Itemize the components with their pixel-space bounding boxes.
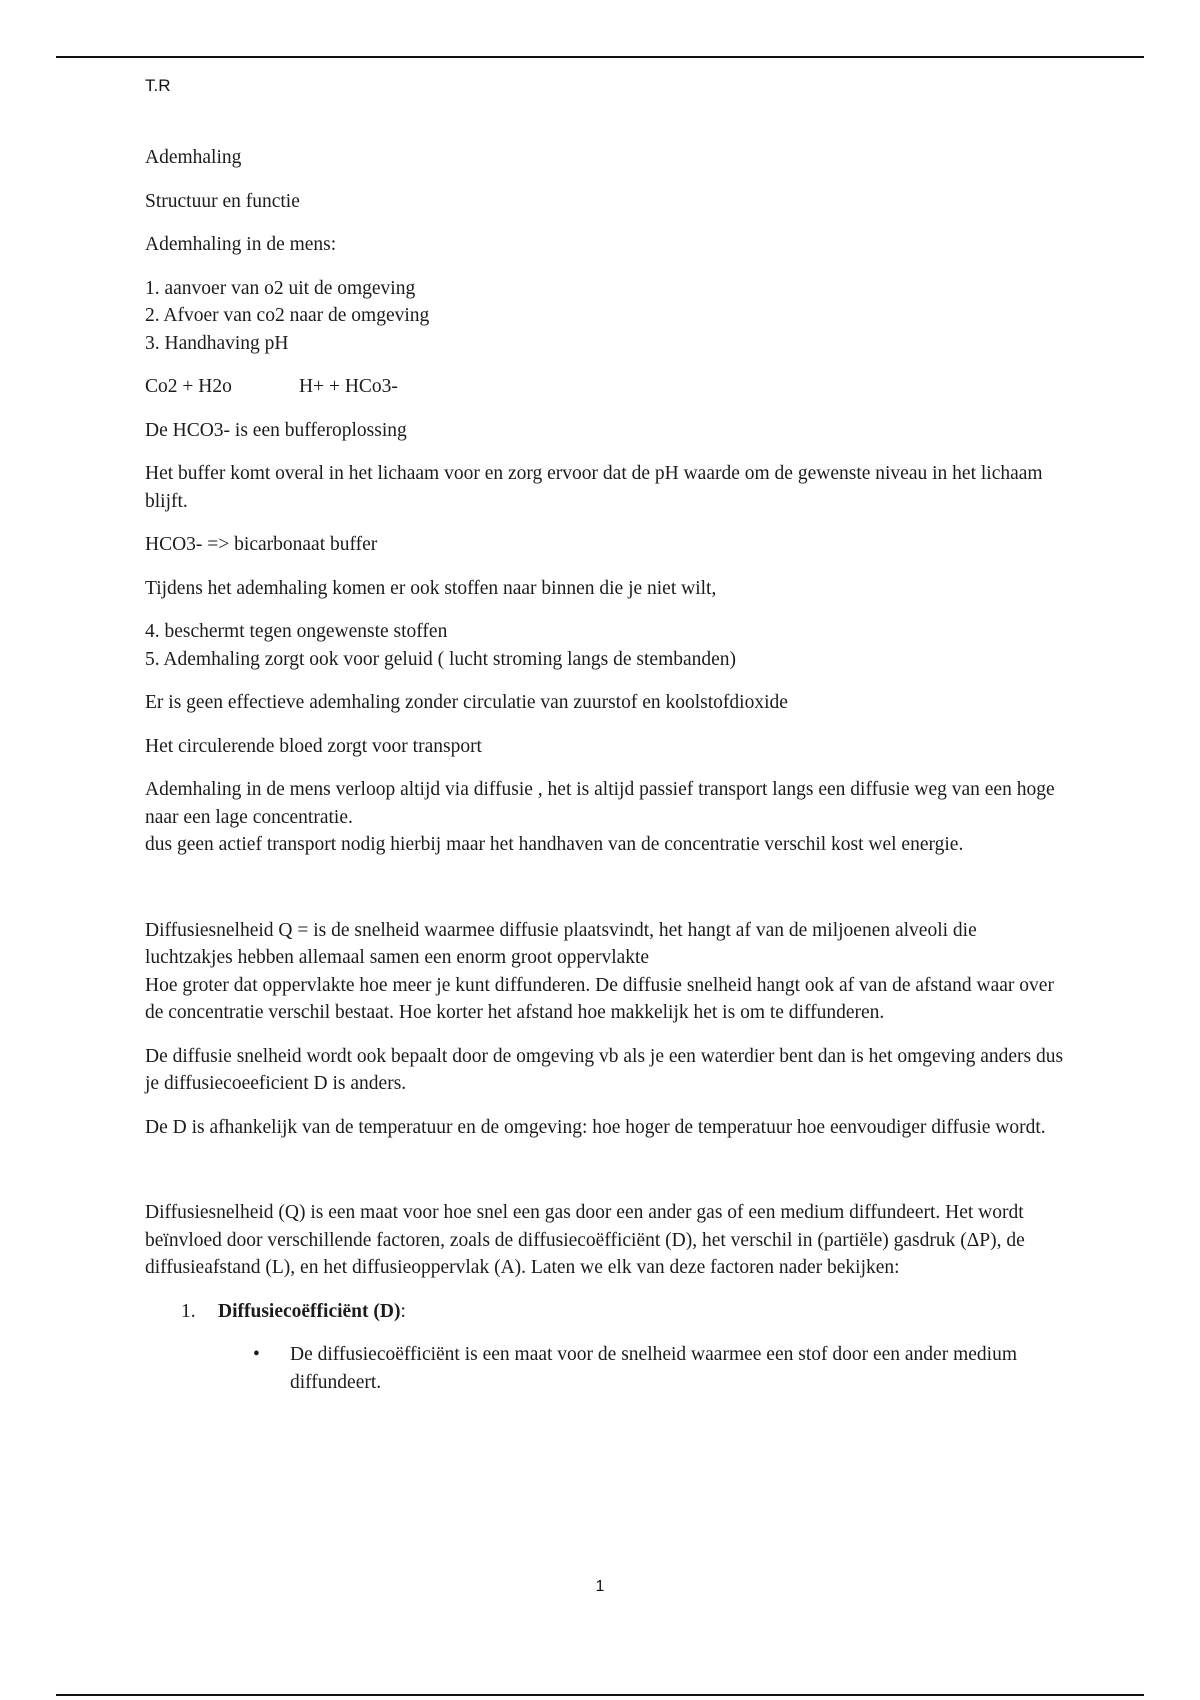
document-title: Ademhaling [145,147,242,168]
chemical-equation [145,373,1065,401]
spacer [145,875,1065,917]
bullet-icon: • [253,1344,260,1365]
paragraph-line: Diffusiesnelheid Q = is de snelheid waarmee diffusie plaatsvindt, het hangt af van de miljoenen alveoli die luchtzakjes hebben allemaal samen een enorm groot oppervlakte [145,919,977,968]
factor-bullets [145,1341,1065,1396]
factors-list [145,1298,1065,1326]
list-item: 1. aanvoer van o2 uit de omgeving [145,277,416,299]
environment-paragraph: De diffusie snelheid wordt ook bepaalt door de omgeving vb als je een waterdier bent dan is het omgeving anders dus je diffusiecoeeficient D is anders. [145,1045,1064,1094]
bullet-text: De diffusiecoëfficiënt is een maat voor de snelheid waarmee een stof door een ander medium diffundeert. [290,1344,1017,1393]
header-rule [56,56,1144,58]
list-item [145,1341,1065,1396]
transport-text: Het circulerende bloed zorgt voor transport [145,735,482,757]
header-initials: T.R [145,76,171,95]
list-item [145,1298,1065,1326]
document-body [145,144,1065,1396]
list-item: 3. Handhaving pH [145,332,289,354]
list-item: 2. Afvoer van co2 naar de omgeving [145,305,430,326]
diffusion-paragraph [145,776,1065,859]
paragraph-line: Hoe groter dat oppervlakte hoe meer je kunt diffunderen. De diffusie snelheid hangt ook af van de afstand waar over de concentratie verschil bestaat. Hoe korter het afstand hoe makkelijk het is om te diffunderen. [145,974,1054,1023]
equation-left: Co2 + H2o [145,376,232,397]
temperature-paragraph: De D is afhankelijk van de temperatuur en de omgeving: hoe hoger de temperatuur hoe eenvoudiger diffusie wordt. [145,1116,1046,1138]
factor-colon: : [400,1300,406,1322]
circulation-text: Er is geen effectieve ademhaling zonder circulatie van zuurstof en koolstofdioxide [145,692,788,713]
page-number: 1 [595,1578,605,1595]
list-item: 5. Ademhaling zorgt ook voor geluid ( lucht stroming langs de stembanden) [145,648,737,670]
diffusion-speed-paragraph [145,917,1065,1027]
spacer [145,1157,1065,1199]
buffer-explanation: Het buffer komt overal in het lichaam voor en zorg ervoor dat de pH waarde om de gewenste niveau in het lichaam blijft. [145,463,1043,512]
paragraph-line: dus geen actief transport nodig hierbij maar het handhaven van de concentratie verschil kost wel energie. [145,834,964,855]
functions-list [145,275,1065,358]
list-number: 1. [181,1300,196,1322]
document-subtitle: Structuur en functie [145,190,300,212]
equation-right: H+ + HCo3- [299,376,398,397]
buffer-note: De HCO3- is een bufferoplossing [145,419,407,441]
bicarbonate-line: HCO3- => bicarbonaat buffer [145,534,378,555]
intro-text: Ademhaling in de mens: [145,234,337,255]
factor-term: Diffusiecoëfficiënt (D) [218,1300,401,1322]
paragraph-line: Ademhaling in de mens verloop altijd via diffusie , het is altijd passief transport langs een diffusie weg van een hoge naar een lage concentratie. [145,779,1055,828]
list-item: 4. beschermt tegen ongewenste stoffen [145,621,448,642]
functions-list-more [145,618,1065,673]
measure-paragraph: Diffusiesnelheid (Q) is een maat voor hoe snel een gas door een ander gas of een medium diffundeert. Het wordt beïnvloed door verschillende factoren, zoals de diffusiecoëfficiënt (D), het verschil in (partiële) gasdruk (ΔP), de diffusieafstand (L), en het diffusieoppervlak (A). Laten we elk van deze factoren nader bekijken: [145,1202,1025,1278]
unwanted-substances: Tijdens het ademhaling komen er ook stoffen naar binnen die je niet wilt, [145,577,717,599]
footer-rule [56,1694,1144,1696]
